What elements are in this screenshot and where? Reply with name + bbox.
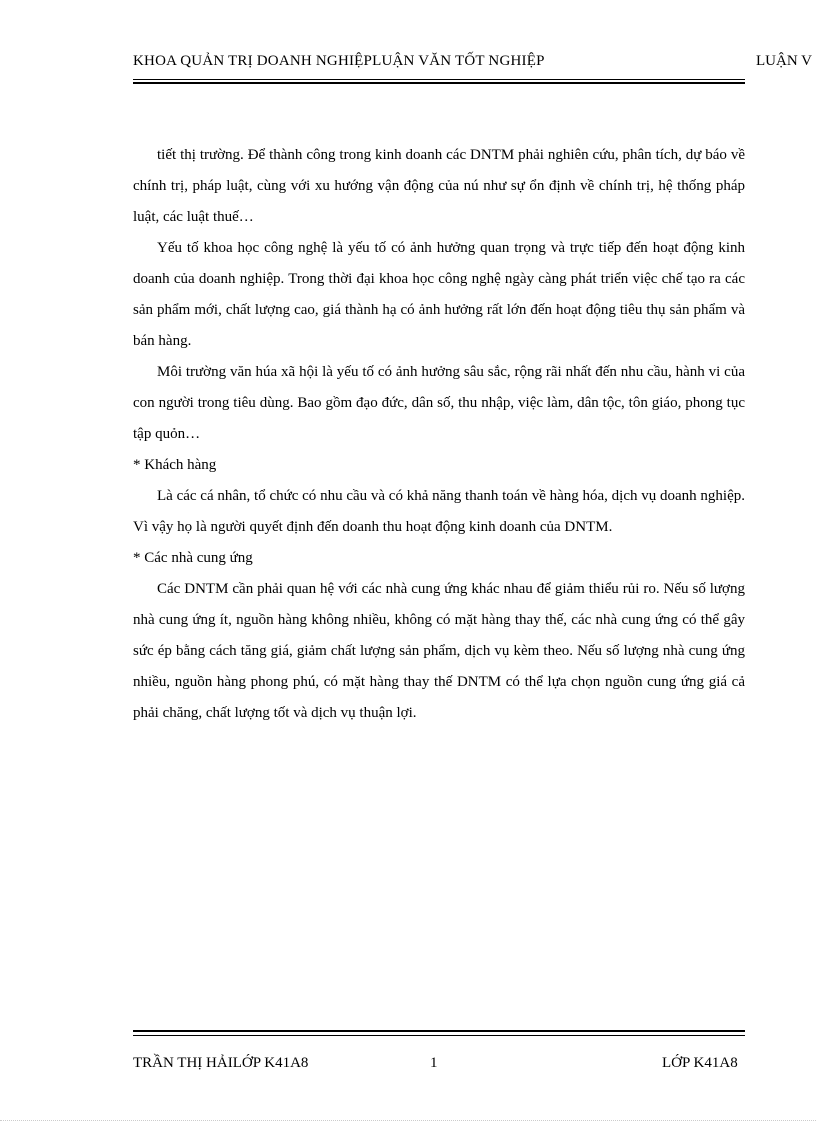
- header-rule-thick: [133, 82, 745, 84]
- paragraph-technology: Yếu tố khoa học công nghệ là yếu tố có ảnh hưởng quan trọng và trực tiếp đến hoạt động kinh doanh của doanh nghiệp. Trong thời đại khoa học công nghệ ngày càng phát triển việc chế tạo ra các sản phẩm mới, chất lượng cao, giá thành hạ có ảnh hưởng rất lớn đến hoạt động tiêu thụ sản phẩm và bán hàng.: [133, 240, 745, 349]
- paragraph-political: tiết thị trường. Để thành công trong kinh doanh các DNTM phải nghiên cứu, phân tích, dự báo về chính trị, pháp luật, cùng với xu hướng vận động của nú như sự ổn định về chính trị, hệ thống pháp luật, các luật thuế…: [133, 147, 745, 225]
- header-title: KHOA QUẢN TRỊ DOANH NGHIỆPLUẬN VĂN TỐT NGHIỆP: [133, 53, 545, 69]
- paragraph-suppliers: Các DNTM cần phải quan hệ với các nhà cung ứng khác nhau để giảm thiểu rủi ro. Nếu số lượng nhà cung ứng ít, nguồn hàng không nhiều, không có mặt hàng thay thế, các nhà cung ứng có thể gây sức ép bằng cách tăng giá, giảm chất lượng sản phẩm, dịch vụ kèm theo. Nếu số lượng nhà cung ứng nhiều, nguồn hàng phong phú, có mặt hàng thay thế DNTM có thể lựa chọn nguồn cung ứng giá cả phải chăng, chất lượng tốt và dịch vụ thuận lợi.: [133, 581, 745, 721]
- footer-rule-thick: [133, 1030, 745, 1032]
- page-edge-divider: [0, 1120, 816, 1121]
- page-number: 1: [430, 1055, 438, 1071]
- header-rule-thin: [133, 79, 745, 80]
- header-title-right: LUẬN V: [756, 53, 812, 69]
- document-body: [133, 140, 745, 729]
- paragraph-customers: Là các cá nhân, tổ chức có nhu cầu và có khả năng thanh toán về hàng hóa, dịch vụ doanh nghiệp. Vì vậy họ là người quyết định đến doanh thu hoạt động kinh doanh của DNTM.: [133, 488, 745, 535]
- footer-author: TRẦN THỊ HẢILỚP K41A8: [133, 1055, 309, 1071]
- heading-suppliers: * Các nhà cung ứng: [133, 550, 253, 566]
- heading-customers: * Khách hàng: [133, 457, 217, 473]
- paragraph-culture: Môi trường văn húa xã hội là yếu tố có ảnh hưởng sâu sắc, rộng rãi nhất đến nhu cầu, hành vi của con người trong tiêu dùng. Bao gồm đạo đức, dân số, thu nhập, việc làm, dân tộc, tôn giáo, phong tục tập quỏn…: [133, 364, 745, 442]
- footer-class: LỚP K41A8: [662, 1055, 738, 1071]
- footer-rule-thin: [133, 1035, 745, 1036]
